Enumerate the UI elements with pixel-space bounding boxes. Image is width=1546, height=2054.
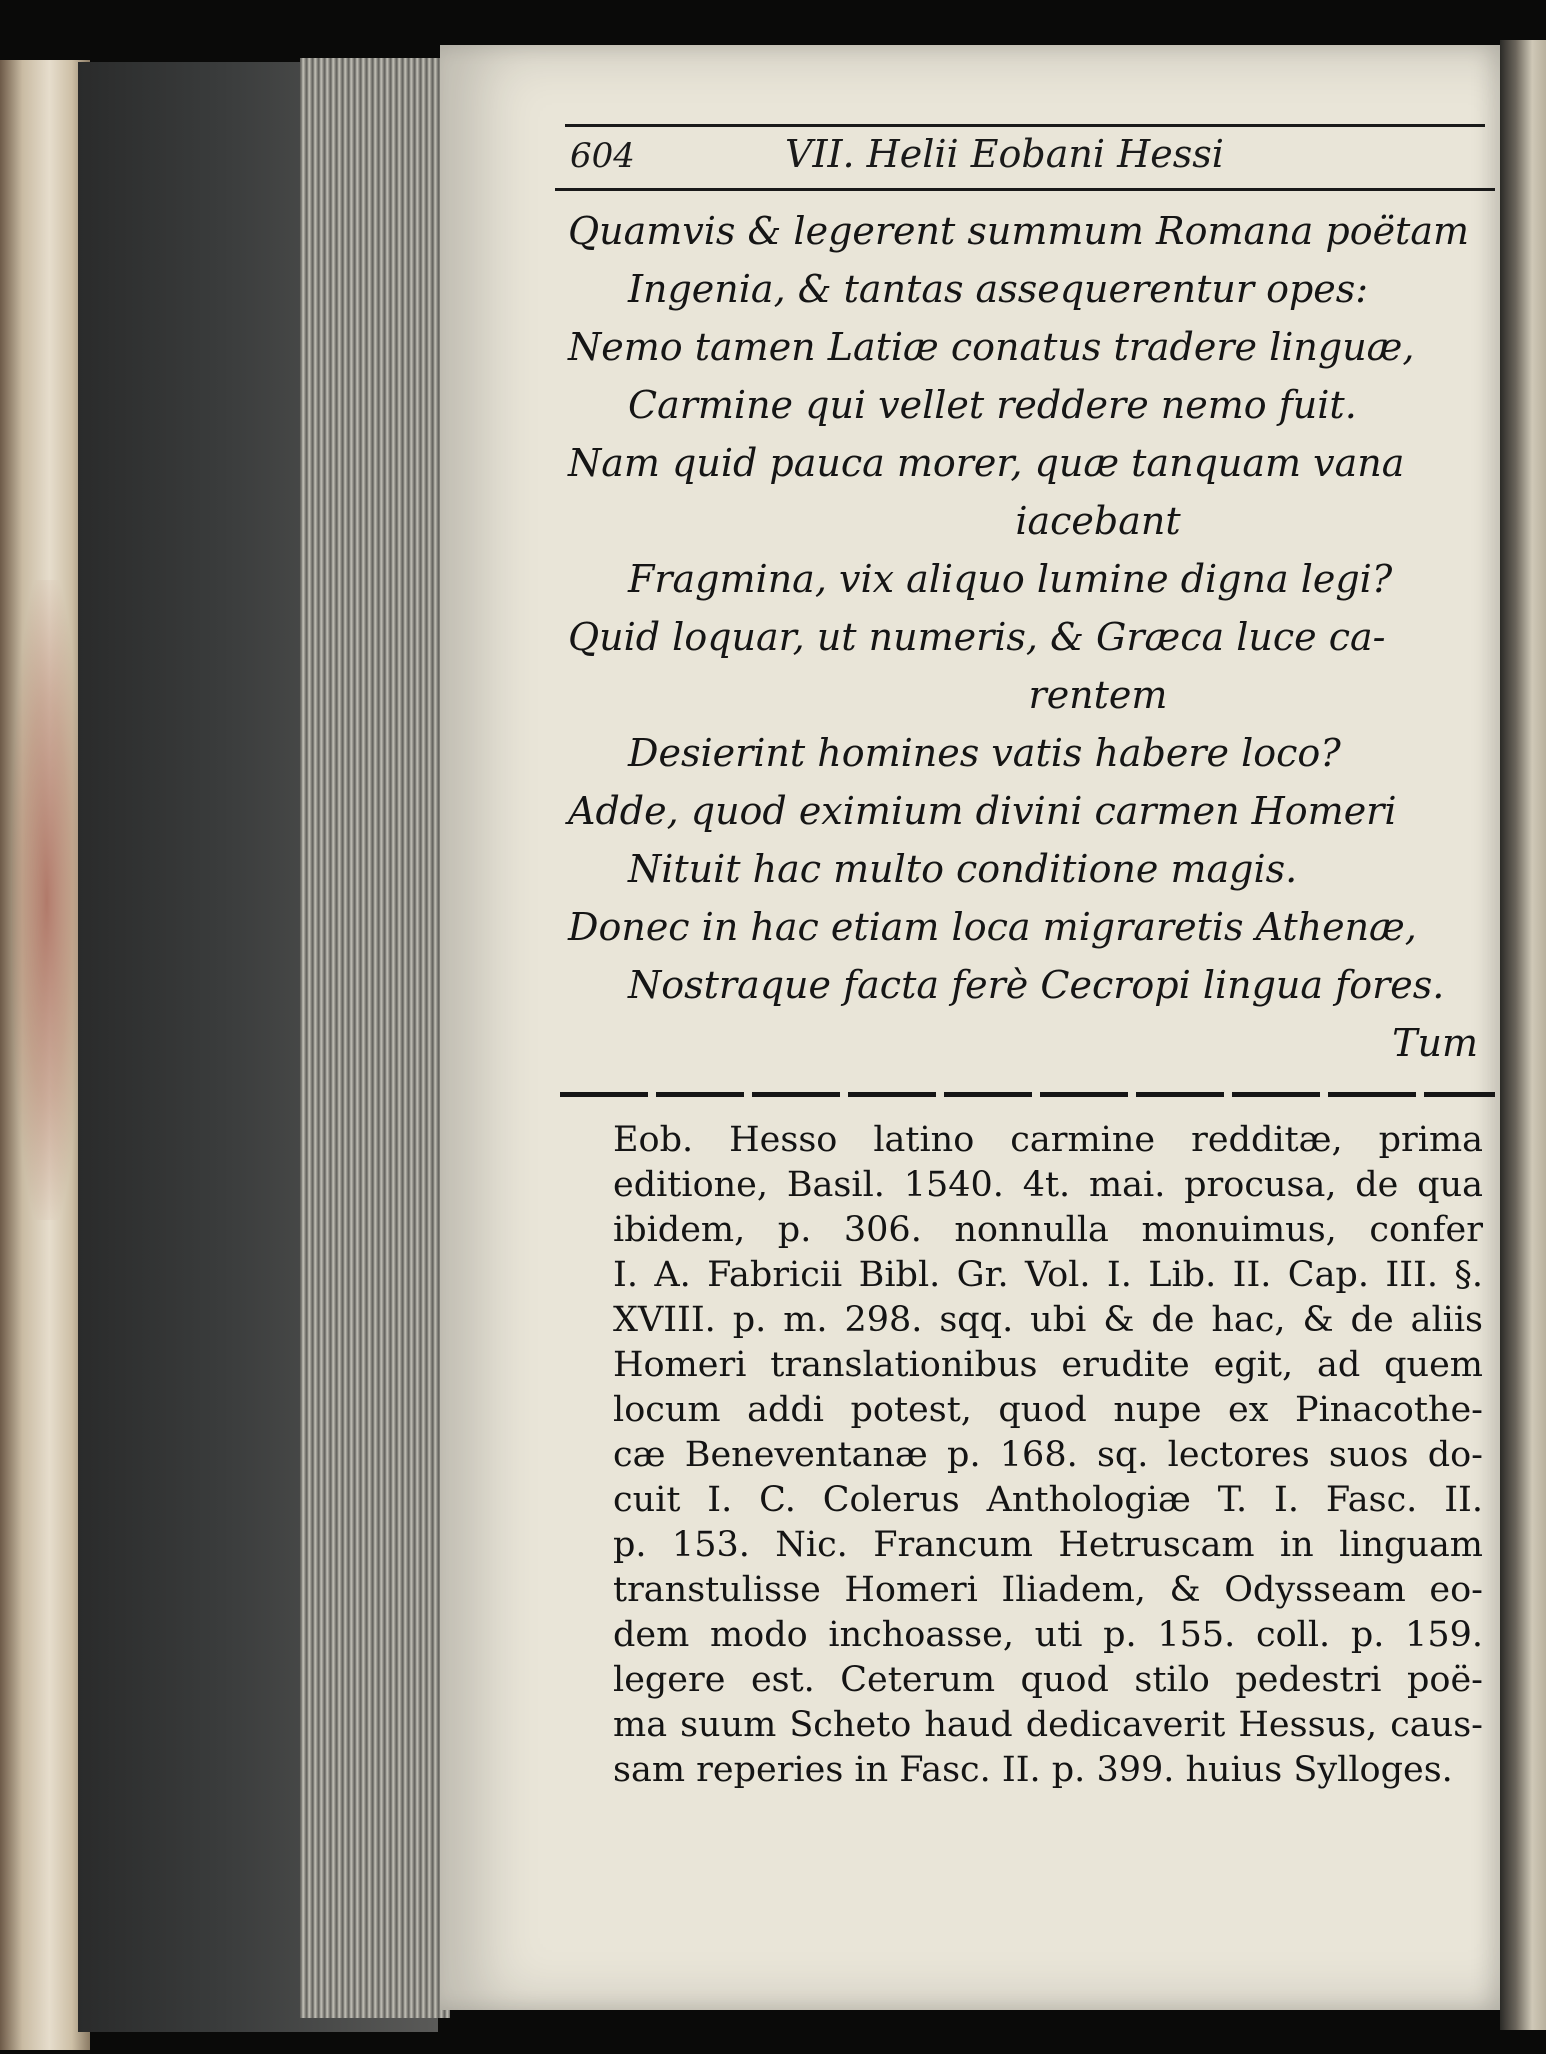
footnote-line: cæ Beneventanæ p. 168. sq. lectores suos do- bbox=[613, 1435, 1483, 1475]
verse-block bbox=[568, 202, 1508, 1072]
footnote-line: dem modo inchoasse, uti p. 155. coll. p. 159. bbox=[613, 1615, 1483, 1655]
footnote-line: XVIII. p. m. 298. sqq. ubi & de hac, & de aliis bbox=[613, 1300, 1483, 1340]
footnote-line: legere est. Ceterum quod stilo pedestri poë- bbox=[613, 1660, 1483, 1700]
verse-line: Desierint homines vatis habere loco? bbox=[628, 731, 1341, 775]
verse-line: Donec in hac etiam loca migraretis Athenæ, bbox=[568, 905, 1417, 949]
verse-line: Ingenia, & tantas assequerentur opes: bbox=[628, 267, 1369, 311]
verse-line: Carmine qui vellet reddere nemo fuit. bbox=[628, 383, 1357, 427]
footnote-line: p. 153. Nic. Francum Hetruscam in linguam bbox=[613, 1525, 1483, 1565]
verse-line: Nam quid pauca morer, quæ tanquam vana bbox=[568, 441, 1405, 485]
cover-stain bbox=[12, 580, 82, 1220]
footnote-line: transtulisse Homeri Iliadem, & Odysseam eo- bbox=[613, 1570, 1483, 1610]
verse-line: Nemo tamen Latiæ conatus tradere linguæ, bbox=[568, 325, 1415, 369]
footnote-line: sam reperies in Fasc. II. p. 399. huius Sylloges. bbox=[613, 1750, 1453, 1790]
footnote-separator bbox=[560, 1092, 1495, 1097]
book-cover-edge bbox=[0, 60, 90, 2050]
footnote-line: cuit I. C. Colerus Anthologiæ T. I. Fasc. II. bbox=[613, 1480, 1483, 1520]
verse-line-continuation: rentem bbox=[1028, 673, 1168, 717]
header-rule-top bbox=[565, 124, 1485, 127]
verse-line: Nostraque facta ferè Cecropi lingua fores. bbox=[628, 963, 1445, 1007]
verse-line: Adde, quod eximium divini carmen Homeri bbox=[568, 789, 1397, 833]
footnote-line: ma suum Scheto haud dedicaverit Hessus, caus- bbox=[613, 1705, 1483, 1745]
footnote-line: I. A. Fabricii Bibl. Gr. Vol. I. Lib. II. Cap. III. §. bbox=[613, 1255, 1483, 1295]
verse-line: Fragmina, vix aliquo lumine digna legi? bbox=[628, 557, 1393, 601]
verse-line: Nituit hac multo conditione magis. bbox=[628, 847, 1298, 891]
running-title: VII. Helii Eobani Hessi bbox=[785, 132, 1224, 176]
verse-line: Quamvis & legerent summum Romana poëtam bbox=[568, 209, 1470, 253]
footnote-line: ibidem, p. 306. nonnulla monuimus, confer bbox=[613, 1210, 1483, 1250]
page-number: 604 bbox=[570, 136, 635, 176]
footnote-line: Homeri translationibus erudite egit, ad quem bbox=[613, 1345, 1483, 1385]
header-rule-bottom bbox=[555, 188, 1495, 191]
verse-line: Quid loquar, ut numeris, & Græca luce ca- bbox=[568, 615, 1386, 659]
fore-edge bbox=[300, 58, 450, 2018]
footnote-block bbox=[613, 1118, 1483, 1793]
catchword: Tum bbox=[1392, 1021, 1478, 1065]
footnote-line: Eob. Hesso latino carmine redditæ, prima bbox=[613, 1120, 1483, 1160]
verse-line-continuation: iacebant bbox=[1015, 499, 1181, 543]
footnote-line: locum addi potest, quod nupe ex Pinacothe- bbox=[613, 1390, 1483, 1430]
footnote-line: editione, Basil. 1540. 4t. mai. procusa, de qua bbox=[613, 1165, 1483, 1205]
running-header bbox=[570, 132, 1490, 180]
